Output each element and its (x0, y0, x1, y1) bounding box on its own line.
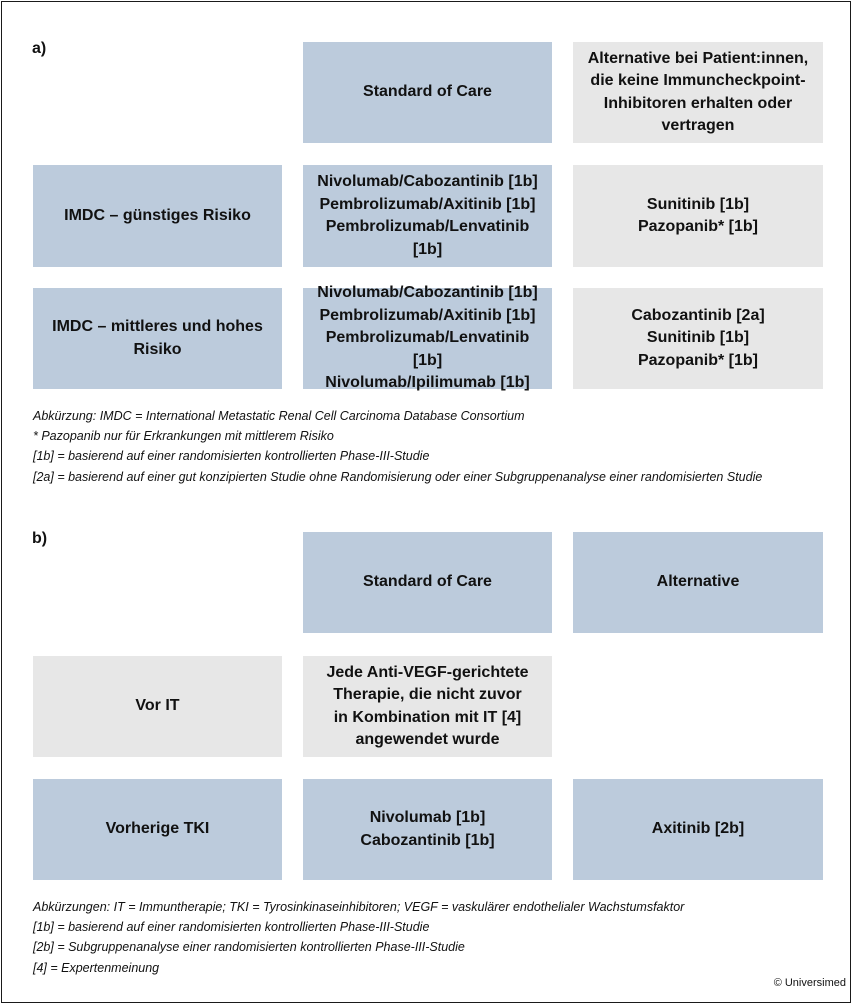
a-footnotes (33, 406, 762, 487)
b-row2-alternative: Axitinib [2b] (573, 779, 823, 880)
b-row2-soc-line: Cabozantinib [1b] (360, 831, 495, 849)
b-row1-soc-line: angewendet wurde (355, 731, 500, 748)
a-row2-soc-line: Nivolumab/Ipilimumab [1b] (325, 374, 530, 392)
a-row2-alternative (573, 288, 823, 389)
a-row1-standard-of-care (303, 165, 552, 267)
a-row1-label: IMDC – günstiges Risiko (33, 165, 282, 267)
a-row2-label (33, 288, 282, 389)
a-header-alt-line: Alternative bei Patient:innen, (587, 49, 809, 67)
a-row2-label-line: Risiko (133, 340, 182, 358)
b-row1-soc-line: Therapie, die nicht zuvor (333, 686, 522, 703)
b-footnote: [2b] = Subgruppenanalyse einer randomisierten kontrollierten Phase-III-Studie (33, 940, 465, 955)
a-header-alt-line: die keine Immuncheckpoint- (590, 72, 806, 89)
a-row1-soc-line: Nivolumab/Cabozantinib [1b] (317, 173, 538, 190)
section-a-label: a) (32, 40, 47, 57)
b-row2-label: Vorherige TKI (33, 779, 282, 880)
b-header-standard-of-care: Standard of Care (303, 532, 552, 633)
a-row2-alt-line: Cabozantinib [2a] (631, 306, 765, 324)
a-footnote: [2a] = basierend auf einer gut konzipierten Studie ohne Randomisierung oder einer Subgruppenanalyse einer randomisierten Studie (33, 469, 763, 484)
a-row1-soc-line: Pembrolizumab/Axitinib [1b] (319, 195, 536, 213)
b-footnotes (33, 897, 684, 978)
b-row1-standard-of-care (303, 656, 552, 757)
a-footnote: * Pazopanib nur für Erkrankungen mit mittlerem Risiko (33, 429, 334, 444)
b-row1-soc-line: in Kombination mit IT [4] (333, 708, 522, 726)
a-row2-alt-line: Pazopanib* [1b] (637, 351, 758, 369)
a-row2-soc-line: Pembrolizumab/Lenvatinib [1b] (325, 329, 530, 369)
b-row1-label: Vor IT (33, 656, 282, 757)
b-header-alternative: Alternative (573, 532, 823, 633)
a-row1-soc-line: Pembrolizumab/Lenvatinib [1b] (325, 218, 530, 258)
a-row2-soc-line: Pembrolizumab/Axitinib [1b] (319, 306, 536, 324)
a-row1-alternative (573, 165, 823, 267)
a-header-alternative (573, 42, 823, 143)
a-header-alt-line: Inhibitoren erhalten oder (603, 94, 793, 112)
a-footnote: Abkürzung: IMDC = International Metastatic Renal Cell Carcinoma Database Consortium (33, 409, 525, 423)
a-row1-alt-line: Sunitinib [1b] (646, 195, 750, 213)
a-footnote: [1b] = basierend auf einer randomisierten kontrollierten Phase-III-Studie (33, 449, 430, 464)
a-header-alt-line: vertragen (661, 117, 735, 134)
copyright-notice: © Universimed (773, 977, 846, 989)
a-row2-alt-line: Sunitinib [1b] (646, 329, 750, 347)
b-footnote: [1b] = basierend auf einer randomisierten kontrollierten Phase-III-Studie (33, 920, 430, 935)
a-row2-soc-line: Nivolumab/Cabozantinib [1b] (317, 284, 538, 302)
b-row2-soc-line: Nivolumab [1b] (369, 809, 486, 826)
b-footnote: Abkürzungen: IT = Immuntherapie; TKI = Tyrosinkinaseinhibitoren; VEGF = vaskulärer endothelialer Wachstumsfaktor (33, 900, 685, 914)
section-b-label: b) (32, 530, 48, 547)
a-row1-alt-line: Pazopanib* [1b] (637, 218, 758, 235)
a-header-standard-of-care: Standard of Care (303, 42, 552, 143)
a-row2-standard-of-care (303, 284, 552, 392)
b-row2-standard-of-care (303, 779, 552, 880)
b-footnote: [4] = Expertenmeinung (33, 960, 160, 975)
b-row1-soc-line: Jede Anti-VEGF-gerichtete (326, 663, 529, 681)
a-row2-label-line: IMDC – mittleres und hohes (52, 318, 263, 335)
